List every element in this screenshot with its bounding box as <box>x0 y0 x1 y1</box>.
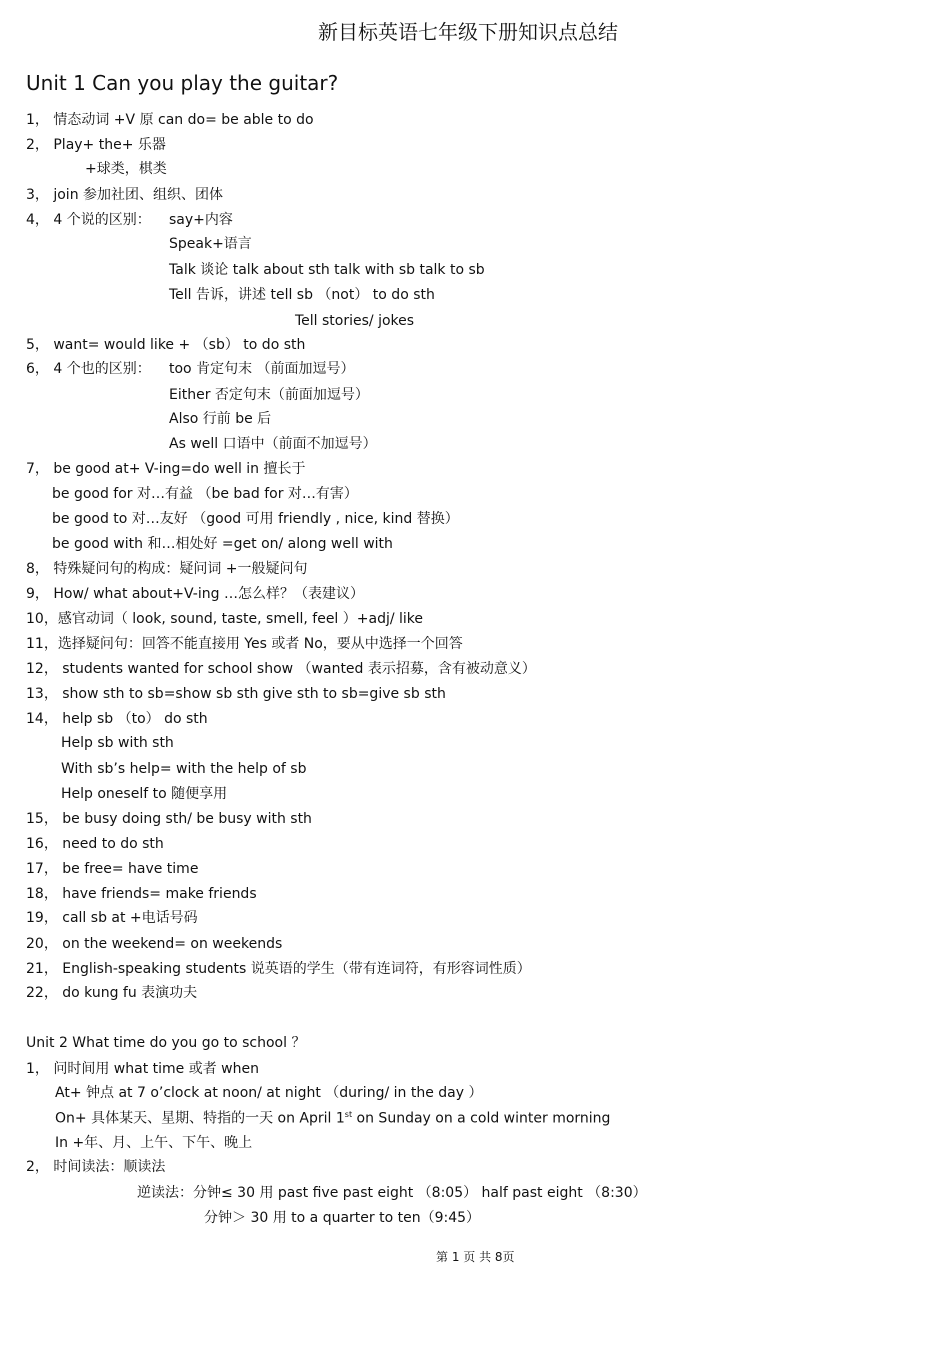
unit1-line-16: 16， need to do sth <box>26 836 164 852</box>
unit1-line-14a: Help sb with sth <box>61 735 174 751</box>
unit1-line-19: 19， call sb at +电话号码 <box>26 910 198 926</box>
unit1-line-6-also: Also 行前 be 后 <box>169 411 272 427</box>
unit1-line-4-talk: Talk 谈论 talk about sth talk with sb talk to sb <box>169 262 485 278</box>
unit1-line-20: 20， on the weekend= on weekends <box>26 936 283 952</box>
unit1-line-17: 17， be free= have time <box>26 861 199 877</box>
unit1-line-6-either: Either 否定句末（前面加逗号） <box>169 387 369 403</box>
unit2-heading: Unit 2 What time do you go to school ？ <box>26 1035 306 1051</box>
unit1-line-6-too: too 肯定句末 （前面加逗号） <box>169 361 355 377</box>
unit1-line-4-tell2: Tell stories/ jokes <box>295 313 415 329</box>
unit2-line-2b: 分钟＞ 30 用 to a quarter to ten（9:45） <box>204 1210 481 1226</box>
unit1-line-8: 8， 特殊疑问句的构成：疑问词 +一般疑问句 <box>26 561 308 577</box>
unit1-line-7a: be good for 对…有益 （be bad for 对…有害） <box>52 486 358 502</box>
unit2-line-1b <box>55 1111 610 1126</box>
unit1-line-13: 13， show sth to sb=show sb sth give sth to sb=give sb sth <box>26 686 446 702</box>
unit1-heading: Unit 1 Can you play the guitar? <box>26 71 339 95</box>
unit1-line-6-aswell: As well 口语中（前面不加逗号） <box>169 436 377 452</box>
unit1-line-5: 5， want= would like + （sb） to do sth <box>26 337 306 353</box>
unit2-line-2: 2， 时间读法：顺读法 <box>26 1159 166 1175</box>
unit1-line-10: 10，感官动词（ look, sound, taste, smell, feel ）+adj/ like <box>26 611 424 627</box>
unit1-line-14b: With sb’s help= with the help of sb <box>61 761 307 777</box>
unit1-line-3: 3， join 参加社团、组织、团体 <box>26 187 224 203</box>
unit1-line-2b: +球类，棋类 <box>85 161 167 177</box>
unit1-line-9: 9， How/ what about+V-ing …怎么样？（表建议） <box>26 586 364 602</box>
unit2-line-1b-post: on Sunday on a cold winter morning <box>352 1110 611 1127</box>
unit1-line-21: 21， English-speaking students 说英语的学生（带有连词符，有形容词性质） <box>26 961 531 977</box>
unit2-line-1a: At+ 钟点 at 7 o’clock at noon/ at night （during/ in the day ） <box>55 1085 483 1101</box>
ordinal-suffix: st <box>344 1110 353 1119</box>
unit1-line-1: 1， 情态动词 +V 原 can do= be able to do <box>26 112 314 128</box>
unit1-line-14c: Help oneself to 随便享用 <box>61 786 228 802</box>
unit1-line-4-say: say+内容 <box>169 212 233 228</box>
unit2-line-1b-pre: On+ 具体某天、星期、特指的一天 on April 1 <box>55 1110 345 1127</box>
unit1-line-15: 15， be busy doing sth/ be busy with sth <box>26 811 312 827</box>
unit1-line-14: 14， help sb （to） do sth <box>26 711 208 727</box>
unit1-line-7: 7， be good at+ V-ing=do well in 擅长于 <box>26 461 306 477</box>
unit2-line-2a: 逆读法：分钟≤ 30 用 past five past eight （8:05） half past eight （8:30） <box>137 1185 647 1201</box>
page-footer: 第 1 页 共 8页 <box>436 1250 515 1264</box>
unit1-line-18: 18， have friends= make friends <box>26 886 257 902</box>
unit1-line-7c: be good with 和…相处好 =get on/ along well with <box>52 536 393 552</box>
unit1-line-4: 4， 4 个说的区别： <box>26 212 151 228</box>
unit1-line-22: 22， do kung fu 表演功夫 <box>26 985 198 1001</box>
unit1-line-2: 2， Play+ the+ 乐器 <box>26 137 166 153</box>
unit1-line-4-tell: Tell 告诉，讲述 tell sb （not） to do sth <box>169 287 435 303</box>
page-title: 新目标英语七年级下册知识点总结 <box>318 20 618 44</box>
unit1-line-12: 12， students wanted for school show （wanted 表示招募，含有被动意义） <box>26 661 536 677</box>
unit1-line-7b: be good to 对…友好 （good 可用 friendly , nice, kind 替换） <box>52 511 459 527</box>
unit2-line-1c: In +年、月、上午、下午、晚上 <box>55 1135 253 1151</box>
unit1-line-6: 6， 4 个也的区别： <box>26 361 151 377</box>
unit1-line-11: 11，选择疑问句：回答不能直接用 Yes 或者 No，要从中选择一个回答 <box>26 636 463 652</box>
unit1-line-4-speak: Speak+语言 <box>169 236 252 252</box>
unit2-line-1: 1， 问时间用 what time 或者 when <box>26 1061 259 1077</box>
